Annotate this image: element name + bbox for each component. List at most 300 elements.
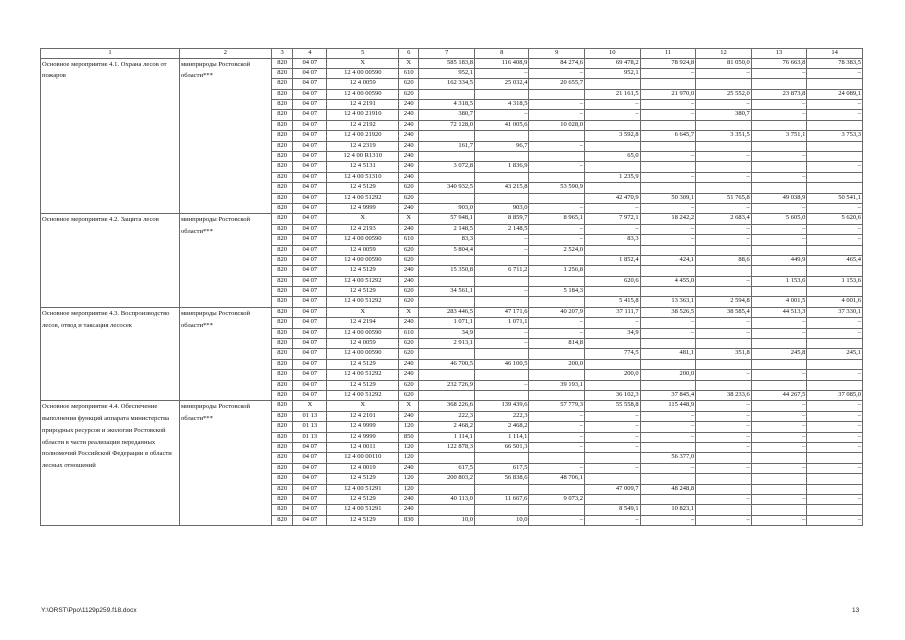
table-cell bbox=[474, 152, 529, 162]
table-cell: 200,0 bbox=[529, 359, 585, 369]
table-cell: 200 803,2 bbox=[419, 474, 475, 484]
table-cell: – bbox=[751, 224, 807, 234]
table-cell: – bbox=[529, 463, 585, 473]
table-cell bbox=[585, 183, 641, 193]
table-cell: 81 050,0 bbox=[696, 58, 752, 68]
table-cell: 240 bbox=[399, 276, 419, 286]
table-cell: 04 07 bbox=[293, 131, 327, 141]
table-cell: Х bbox=[327, 58, 399, 68]
table-cell: 12 4 00 00590 bbox=[327, 349, 399, 359]
table-cell: 4 318,5 bbox=[474, 100, 529, 110]
table-cell: – bbox=[585, 110, 641, 120]
table-cell: 38 233,6 bbox=[696, 391, 752, 401]
table-cell: – bbox=[696, 463, 752, 473]
table-cell bbox=[696, 359, 752, 369]
table-cell: 774,5 bbox=[585, 349, 641, 359]
table-row bbox=[41, 214, 863, 224]
table-cell: 04 07 bbox=[293, 370, 327, 380]
column-header: 1 bbox=[41, 49, 180, 59]
table-cell: 120 bbox=[399, 474, 419, 484]
table-cell: – bbox=[751, 463, 807, 473]
table-cell: 04 07 bbox=[293, 110, 327, 120]
table-cell: 120 bbox=[399, 442, 419, 452]
table-cell: – bbox=[640, 172, 696, 182]
table-cell: 37 330,1 bbox=[807, 307, 863, 317]
table-cell: 1 256,8 bbox=[529, 266, 585, 276]
table-cell bbox=[529, 193, 585, 203]
table-cell: 820 bbox=[271, 339, 292, 349]
table-cell: – bbox=[807, 235, 863, 245]
table-cell: 12 4 00 51310 bbox=[327, 172, 399, 182]
table-cell: – bbox=[807, 401, 863, 411]
table-cell: 820 bbox=[271, 359, 292, 369]
table-cell: 8 965,1 bbox=[529, 214, 585, 224]
table-cell: 12 4 00 00590 bbox=[327, 235, 399, 245]
table-cell bbox=[696, 484, 752, 494]
table-cell: – bbox=[529, 100, 585, 110]
table-cell bbox=[474, 484, 529, 494]
table-cell: – bbox=[474, 110, 529, 120]
table-cell: – bbox=[696, 152, 752, 162]
table-cell: 820 bbox=[271, 131, 292, 141]
table-cell bbox=[474, 276, 529, 286]
table-cell: 04 07 bbox=[293, 172, 327, 182]
table-cell: 04 07 bbox=[293, 79, 327, 89]
table-cell: 04 07 bbox=[293, 463, 327, 473]
table-cell: 240 bbox=[399, 141, 419, 151]
table-cell: 122 878,3 bbox=[419, 442, 475, 452]
table-cell: 2 913,1 bbox=[419, 339, 475, 349]
table-cell: 952,1 bbox=[585, 68, 641, 78]
table-body bbox=[41, 49, 863, 526]
table-cell bbox=[807, 141, 863, 151]
table-cell: 21 161,5 bbox=[585, 89, 641, 99]
table-cell: 820 bbox=[271, 328, 292, 338]
table-cell: 620 bbox=[399, 245, 419, 255]
page-number: 13 bbox=[852, 607, 860, 614]
table-cell bbox=[696, 339, 752, 349]
table-cell: 12 4 00 R1310 bbox=[327, 152, 399, 162]
table-cell: 820 bbox=[271, 183, 292, 193]
table-cell: Х bbox=[399, 214, 419, 224]
table-cell: – bbox=[696, 68, 752, 78]
table-cell: 12 4 5129 bbox=[327, 494, 399, 504]
table-cell: 200,0 bbox=[585, 370, 641, 380]
table-cell: 10,0 bbox=[419, 515, 475, 525]
table-cell bbox=[419, 370, 475, 380]
table-cell: 380,7 bbox=[419, 110, 475, 120]
table-cell: 66 501,3 bbox=[474, 442, 529, 452]
activity-description: Основное мероприятие 4.4. Обеспечение выполнения функций аппарата министерства природных ресурсов и экологии Ростовской области в части реализации переданных полномочий Российской Федерации в области лесных отношений bbox=[41, 401, 180, 526]
table-cell: 820 bbox=[271, 120, 292, 130]
table-cell: 01 13 bbox=[293, 422, 327, 432]
table-cell: 38 585,4 bbox=[696, 307, 752, 317]
table-cell bbox=[696, 141, 752, 151]
table-cell: 820 bbox=[271, 162, 292, 172]
table-cell bbox=[696, 245, 752, 255]
table-cell bbox=[751, 245, 807, 255]
table-cell bbox=[807, 266, 863, 276]
executor-cell: минприроды Ростовской области*** bbox=[179, 58, 271, 214]
footer-filepath: Y:\ORST\Ppo\1129p259.f18.docx bbox=[41, 607, 137, 614]
table-cell bbox=[807, 245, 863, 255]
table-cell: 04 07 bbox=[293, 141, 327, 151]
table-cell: 116 408,9 bbox=[474, 58, 529, 68]
table-cell: – bbox=[751, 328, 807, 338]
table-cell: 53 590,9 bbox=[529, 183, 585, 193]
table-cell: – bbox=[640, 463, 696, 473]
table-cell: – bbox=[807, 203, 863, 213]
table-cell bbox=[474, 89, 529, 99]
table-cell bbox=[751, 266, 807, 276]
table-cell: 820 bbox=[271, 255, 292, 265]
table-cell: 12 4 2193 bbox=[327, 224, 399, 234]
table-cell bbox=[696, 505, 752, 515]
table-cell: 04 07 bbox=[293, 214, 327, 224]
table-cell bbox=[751, 505, 807, 515]
table-cell: 12 4 9999 bbox=[327, 203, 399, 213]
table-cell: 49 038,9 bbox=[751, 193, 807, 203]
table-cell: 2 524,0 bbox=[529, 245, 585, 255]
table-cell: 820 bbox=[271, 89, 292, 99]
table-cell bbox=[585, 141, 641, 151]
table-cell: – bbox=[696, 442, 752, 452]
table-cell: 850 bbox=[399, 432, 419, 442]
table-cell: – bbox=[529, 328, 585, 338]
table-cell: 76 663,8 bbox=[751, 58, 807, 68]
column-header: 2 bbox=[179, 49, 271, 59]
table-cell bbox=[807, 380, 863, 390]
table-cell: – bbox=[807, 463, 863, 473]
table-cell: – bbox=[640, 152, 696, 162]
table-cell bbox=[640, 120, 696, 130]
table-cell: – bbox=[529, 318, 585, 328]
table-cell: 6 711,2 bbox=[474, 266, 529, 276]
column-header: 4 bbox=[293, 49, 327, 59]
table-cell: 04 07 bbox=[293, 494, 327, 504]
table-cell: 13 363,1 bbox=[640, 297, 696, 307]
table-cell: 610 bbox=[399, 328, 419, 338]
table-cell bbox=[807, 359, 863, 369]
table-cell: 620 bbox=[399, 391, 419, 401]
table-cell: 585 183,8 bbox=[419, 58, 475, 68]
header-row bbox=[41, 49, 863, 59]
table-cell: 240 bbox=[399, 110, 419, 120]
table-cell: – bbox=[529, 442, 585, 452]
table-cell: 10 823,1 bbox=[640, 505, 696, 515]
table-cell bbox=[529, 255, 585, 265]
table-cell: 57 779,3 bbox=[529, 401, 585, 411]
table-cell: 4 318,5 bbox=[419, 100, 475, 110]
table-cell bbox=[585, 474, 641, 484]
table-cell bbox=[640, 380, 696, 390]
table-cell bbox=[419, 172, 475, 182]
table-cell: 12 4 2319 bbox=[327, 141, 399, 151]
executor-cell: минприроды Ростовской области*** bbox=[179, 214, 271, 308]
table-cell: – bbox=[529, 203, 585, 213]
table-cell bbox=[585, 339, 641, 349]
table-cell: 820 bbox=[271, 453, 292, 463]
table-cell: 820 bbox=[271, 474, 292, 484]
table-cell bbox=[807, 79, 863, 89]
table-cell: 245,1 bbox=[807, 349, 863, 359]
table-row bbox=[41, 58, 863, 68]
table-cell: – bbox=[474, 328, 529, 338]
table-cell: 830 bbox=[399, 515, 419, 525]
table-cell: 368 226,6 bbox=[419, 401, 475, 411]
table-cell: 240 bbox=[399, 370, 419, 380]
table-cell: 139 439,6 bbox=[474, 401, 529, 411]
table-cell: 44 267,5 bbox=[751, 391, 807, 401]
table-cell bbox=[640, 494, 696, 504]
table-cell: Х bbox=[327, 307, 399, 317]
column-header: 11 bbox=[640, 49, 696, 59]
table-cell: – bbox=[696, 422, 752, 432]
table-cell: – bbox=[807, 422, 863, 432]
table-cell: 820 bbox=[271, 214, 292, 224]
table-cell: 820 bbox=[271, 494, 292, 504]
column-header: 14 bbox=[807, 49, 863, 59]
table-cell: 12 4 5129 bbox=[327, 183, 399, 193]
table-cell: 04 07 bbox=[293, 266, 327, 276]
table-cell: 1 071,1 bbox=[474, 318, 529, 328]
table-cell bbox=[474, 255, 529, 265]
table-cell: – bbox=[696, 224, 752, 234]
table-cell: 4 455,0 bbox=[640, 276, 696, 286]
table-cell: 12 4 9999 bbox=[327, 422, 399, 432]
table-cell: 240 bbox=[399, 120, 419, 130]
table-cell: 240 bbox=[399, 203, 419, 213]
table-cell bbox=[419, 89, 475, 99]
table-cell: 83,3 bbox=[585, 235, 641, 245]
table-cell: – bbox=[807, 224, 863, 234]
table-cell: 12 4 5129 bbox=[327, 287, 399, 297]
table-cell: 820 bbox=[271, 276, 292, 286]
table-cell: – bbox=[585, 100, 641, 110]
table-cell: 04 07 bbox=[293, 442, 327, 452]
table-cell: 610 bbox=[399, 68, 419, 78]
table-cell: 820 bbox=[271, 68, 292, 78]
table-cell bbox=[529, 505, 585, 515]
table-row bbox=[41, 307, 863, 317]
table-cell: 04 07 bbox=[293, 203, 327, 213]
table-cell: 240 bbox=[399, 172, 419, 182]
table-cell bbox=[585, 245, 641, 255]
table-cell bbox=[640, 79, 696, 89]
table-cell: 5 804,4 bbox=[419, 245, 475, 255]
table-cell: 4 001,5 bbox=[751, 297, 807, 307]
table-cell: Х bbox=[399, 401, 419, 411]
table-cell: Х bbox=[293, 401, 327, 411]
table-cell: 34 561,1 bbox=[419, 287, 475, 297]
table-cell: 41 005,6 bbox=[474, 120, 529, 130]
table-cell: – bbox=[696, 203, 752, 213]
table-cell: 3 351,5 bbox=[696, 131, 752, 141]
table-cell bbox=[807, 453, 863, 463]
table-cell bbox=[585, 79, 641, 89]
table-cell: 820 bbox=[271, 463, 292, 473]
table-cell: – bbox=[474, 235, 529, 245]
table-cell: 5 605,0 bbox=[751, 214, 807, 224]
table-cell: – bbox=[640, 235, 696, 245]
column-header: 7 bbox=[419, 49, 475, 59]
table-row bbox=[41, 401, 863, 411]
table-cell: 12 4 00 00590 bbox=[327, 255, 399, 265]
table-cell: 240 bbox=[399, 266, 419, 276]
table-cell: 820 bbox=[271, 79, 292, 89]
table-cell: 12 4 9999 bbox=[327, 432, 399, 442]
table-cell bbox=[529, 349, 585, 359]
table-cell: 620 bbox=[399, 297, 419, 307]
table-cell: – bbox=[529, 141, 585, 151]
table-cell bbox=[585, 380, 641, 390]
table-cell: – bbox=[751, 370, 807, 380]
table-cell: – bbox=[696, 328, 752, 338]
table-cell: 2 594,8 bbox=[696, 297, 752, 307]
table-cell: 617,5 bbox=[419, 463, 475, 473]
table-cell: 15 350,8 bbox=[419, 266, 475, 276]
table-cell bbox=[640, 287, 696, 297]
table-cell: – bbox=[751, 442, 807, 452]
table-cell: 12 4 00 51292 bbox=[327, 391, 399, 401]
table-cell: – bbox=[585, 411, 641, 421]
table-cell: 115 448,9 bbox=[640, 401, 696, 411]
table-cell: 34,9 bbox=[585, 328, 641, 338]
table-cell: 04 07 bbox=[293, 193, 327, 203]
table-cell: 12 4 00 00110 bbox=[327, 453, 399, 463]
table-cell: 820 bbox=[271, 391, 292, 401]
table-cell: 04 07 bbox=[293, 474, 327, 484]
table-cell bbox=[807, 183, 863, 193]
table-cell: – bbox=[807, 515, 863, 525]
table-cell: – bbox=[474, 380, 529, 390]
table-cell bbox=[640, 266, 696, 276]
table-cell: 10 028,0 bbox=[529, 120, 585, 130]
table-cell: 04 07 bbox=[293, 100, 327, 110]
table-cell bbox=[751, 339, 807, 349]
table-cell: 57 948,1 bbox=[419, 214, 475, 224]
table-cell: – bbox=[529, 411, 585, 421]
table-cell: 40 113,0 bbox=[419, 494, 475, 504]
table-cell: 820 bbox=[271, 307, 292, 317]
table-cell: – bbox=[751, 411, 807, 421]
table-cell: 5 184,3 bbox=[529, 287, 585, 297]
table-cell: – bbox=[696, 494, 752, 504]
table-cell: 78 924,8 bbox=[640, 58, 696, 68]
table-cell: – bbox=[640, 328, 696, 338]
table-cell bbox=[474, 297, 529, 307]
table-cell bbox=[640, 442, 696, 452]
table-cell: 240 bbox=[399, 318, 419, 328]
table-cell: 04 07 bbox=[293, 318, 327, 328]
table-cell: 820 bbox=[271, 297, 292, 307]
table-cell: – bbox=[696, 318, 752, 328]
column-header: 3 bbox=[271, 49, 292, 59]
table-cell bbox=[807, 120, 863, 130]
table-cell: 820 bbox=[271, 224, 292, 234]
table-cell: 12 4 00 00590 bbox=[327, 89, 399, 99]
activity-description: Основное мероприятие 4.3. Воспроизводство лесов, отвод и таксация лесосек bbox=[41, 307, 180, 401]
table-cell: – bbox=[696, 515, 752, 525]
table-cell bbox=[640, 339, 696, 349]
table-cell: – bbox=[807, 110, 863, 120]
table-cell: 39 193,1 bbox=[529, 380, 585, 390]
table-cell bbox=[585, 120, 641, 130]
table-cell: 04 07 bbox=[293, 183, 327, 193]
table-cell bbox=[419, 484, 475, 494]
table-cell: 820 bbox=[271, 380, 292, 390]
table-cell: 3 072,8 bbox=[419, 162, 475, 172]
table-cell: 04 07 bbox=[293, 162, 327, 172]
table-cell: – bbox=[751, 203, 807, 213]
table-cell: 46 100,5 bbox=[474, 359, 529, 369]
table-cell: 44 513,3 bbox=[751, 307, 807, 317]
table-cell: 820 bbox=[271, 422, 292, 432]
table-cell bbox=[585, 287, 641, 297]
table-cell: 610 bbox=[399, 235, 419, 245]
table-cell bbox=[529, 370, 585, 380]
table-cell bbox=[529, 152, 585, 162]
table-cell: 12 4 0059 bbox=[327, 245, 399, 255]
table-cell: – bbox=[751, 235, 807, 245]
table-cell: 12 4 2191 bbox=[327, 100, 399, 110]
table-cell: – bbox=[751, 515, 807, 525]
table-cell: – bbox=[529, 432, 585, 442]
table-cell bbox=[529, 453, 585, 463]
table-cell: 48 248,8 bbox=[640, 484, 696, 494]
table-cell: 820 bbox=[271, 193, 292, 203]
table-cell bbox=[751, 141, 807, 151]
table-cell: 820 bbox=[271, 152, 292, 162]
table-cell: 449,9 bbox=[751, 255, 807, 265]
table-cell: 240 bbox=[399, 152, 419, 162]
table-cell: – bbox=[696, 432, 752, 442]
table-cell bbox=[640, 245, 696, 255]
table-cell: – bbox=[640, 432, 696, 442]
table-cell bbox=[419, 349, 475, 359]
column-header: 8 bbox=[474, 49, 529, 59]
table-cell: 12 4 0059 bbox=[327, 79, 399, 89]
table-cell: 50 309,1 bbox=[640, 193, 696, 203]
table-cell: 12 4 0019 bbox=[327, 463, 399, 473]
table-cell: 51 765,8 bbox=[696, 193, 752, 203]
table-cell: 820 bbox=[271, 266, 292, 276]
table-cell: – bbox=[696, 276, 752, 286]
table-cell: 620,6 bbox=[585, 276, 641, 286]
table-cell: 820 bbox=[271, 172, 292, 182]
table-cell: 1 852,4 bbox=[585, 255, 641, 265]
table-cell: 2 468,2 bbox=[419, 422, 475, 432]
table-cell: 820 bbox=[271, 58, 292, 68]
table-cell: 04 07 bbox=[293, 152, 327, 162]
table-cell: – bbox=[640, 224, 696, 234]
table-cell: – bbox=[585, 515, 641, 525]
table-cell: 380,7 bbox=[696, 110, 752, 120]
table-cell: 04 07 bbox=[293, 276, 327, 286]
table-cell: 5 620,6 bbox=[807, 214, 863, 224]
table-cell: 04 07 bbox=[293, 359, 327, 369]
table-cell bbox=[807, 505, 863, 515]
table-cell: 903,0 bbox=[419, 203, 475, 213]
column-header: 13 bbox=[751, 49, 807, 59]
table-cell bbox=[696, 453, 752, 463]
table-cell: – bbox=[529, 162, 585, 172]
table-cell: 820 bbox=[271, 484, 292, 494]
table-cell: 46 700,5 bbox=[419, 359, 475, 369]
column-header: 12 bbox=[696, 49, 752, 59]
table-cell: 72 128,0 bbox=[419, 120, 475, 130]
table-cell bbox=[474, 453, 529, 463]
